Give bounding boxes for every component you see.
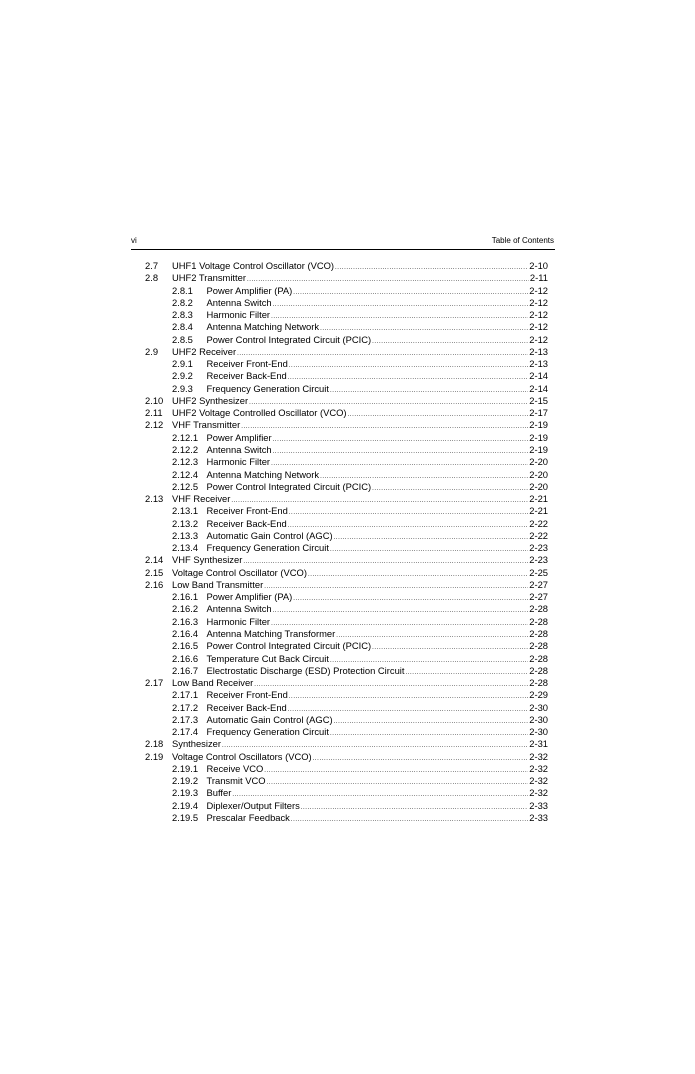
toc-entry-subsection[interactable] xyxy=(145,591,548,603)
toc-entry-title: Voltage Control Oscillators (VCO) xyxy=(172,750,312,762)
toc-entry-page: 2-28 xyxy=(529,603,548,615)
toc-entry-subsection[interactable] xyxy=(145,334,548,346)
toc-entry-page: 2-12 xyxy=(529,333,548,345)
toc-entry-title: UHF2 Receiver xyxy=(172,345,237,357)
toc-entry-number: 2.19.4 xyxy=(172,799,199,811)
toc-entry-number: 2.19 xyxy=(145,750,164,762)
toc-entry-title: UHF2 Voltage Controlled Oscillator (VCO) xyxy=(172,407,347,419)
toc-entry-number: 2.16.6 xyxy=(172,652,199,664)
toc-entry-title: Electrostatic Discharge (ESD) Protection Circuit xyxy=(206,664,405,676)
toc-entry-subsection[interactable] xyxy=(145,689,548,701)
toc-entry-title: Receiver Front-End xyxy=(206,358,288,370)
toc-entry-page: 2-20 xyxy=(529,456,548,468)
toc-entry-number: 2.12.1 xyxy=(172,431,199,443)
toc-entry-page: 2-14 xyxy=(529,370,548,382)
toc-entry-number: 2.12 xyxy=(145,419,164,431)
toc-entry-section[interactable] xyxy=(145,567,548,579)
page-number: vi xyxy=(131,236,137,245)
toc-entry-subsection[interactable] xyxy=(145,542,548,554)
toc-entry-subsection[interactable] xyxy=(145,628,548,640)
toc-entry-page: 2-12 xyxy=(529,284,548,296)
toc-entry-page: 2-19 xyxy=(529,431,548,443)
toc-entry-number: 2.9.3 xyxy=(172,382,193,394)
toc-entry-page: 2-11 xyxy=(529,272,548,284)
toc-entry-page: 2-30 xyxy=(529,713,548,725)
toc-entry-subsection[interactable] xyxy=(145,665,548,677)
toc-entry-page: 2-27 xyxy=(529,578,548,590)
toc-entry-title: Receiver Back-End xyxy=(206,370,287,382)
toc-entry-number: 2.10 xyxy=(145,394,164,406)
toc-entry-title: Temperature Cut Back Circuit xyxy=(206,652,329,664)
toc-entry-subsection[interactable] xyxy=(145,530,548,542)
toc-entry-page: 2-19 xyxy=(529,443,548,455)
toc-entry-title: Receiver Back-End xyxy=(206,701,287,713)
toc-entry-number: 2.17 xyxy=(145,677,164,689)
toc-entry-number: 2.16.1 xyxy=(172,591,199,603)
toc-entry-title: VHF Receiver xyxy=(172,493,231,505)
toc-entry-section[interactable] xyxy=(145,738,548,750)
toc-entry-number: 2.7 xyxy=(145,260,159,271)
toc-entry-title: Frequency Generation Circuit xyxy=(206,542,329,554)
toc-entry-number: 2.19.3 xyxy=(172,787,199,799)
toc-entry-title: Harmonic Filter xyxy=(206,615,271,627)
toc-entry-title: Receiver Back-End xyxy=(206,517,287,529)
toc-entry-number: 2.16.5 xyxy=(172,640,199,652)
toc-entry-page: 2-19 xyxy=(529,419,548,431)
toc-entry-title: Antenna Switch xyxy=(206,296,272,308)
toc-entry-title: Harmonic Filter xyxy=(206,456,271,468)
toc-entry-title: UHF2 Synthesizer xyxy=(172,394,249,406)
toc-entry-title: Prescalar Feedback xyxy=(206,811,290,823)
toc-entry-page: 2-33 xyxy=(529,811,548,823)
toc-entry-title: Synthesizer xyxy=(172,738,221,750)
toc-entry-number: 2.8 xyxy=(145,272,159,284)
toc-entry-title: Power Amplifier (PA) xyxy=(206,284,293,296)
toc-entry-title: UHF1 Voltage Control Oscillator (VCO) xyxy=(172,260,335,271)
toc-entry-title: Automatic Gain Control (AGC) xyxy=(206,713,333,725)
toc-entry-page: 2-27 xyxy=(529,591,548,603)
toc-entry-section[interactable] xyxy=(145,419,548,431)
toc-entry-subsection[interactable] xyxy=(145,481,548,493)
toc-entry-number: 2.13 xyxy=(145,493,164,505)
toc-entry-number: 2.8.4 xyxy=(172,321,193,333)
toc-entry-page: 2-32 xyxy=(529,787,548,799)
toc-entry-title: Antenna Switch xyxy=(206,603,272,615)
toc-entry-section[interactable] xyxy=(145,395,548,407)
toc-entry-page: 2-13 xyxy=(529,358,548,370)
toc-entry-section[interactable] xyxy=(145,346,548,358)
toc-entry-title: Harmonic Filter xyxy=(206,309,271,321)
toc-entry-subsection[interactable] xyxy=(145,358,548,370)
toc-entry-title: Antenna Matching Network xyxy=(206,468,320,480)
toc-entry-subsection[interactable] xyxy=(145,370,548,382)
toc-entry-section[interactable] xyxy=(145,751,548,763)
toc-entry-section[interactable] xyxy=(145,677,548,689)
toc-entry-number: 2.17.3 xyxy=(172,713,199,725)
toc-entry-section[interactable] xyxy=(145,260,548,272)
toc-entry-page: 2-32 xyxy=(529,762,548,774)
toc-entry-page: 2-23 xyxy=(529,542,548,554)
toc-entry-number: 2.14 xyxy=(145,554,164,566)
toc-entry-section[interactable] xyxy=(145,579,548,591)
toc-entry-page: 2-30 xyxy=(529,701,548,713)
toc-entry-page: 2-10 xyxy=(529,260,548,271)
toc-entry-title: Low Band Receiver xyxy=(172,677,254,689)
toc-entry-number: 2.17.4 xyxy=(172,726,199,738)
toc-entry-number: 2.9 xyxy=(145,345,159,357)
toc-entry-number: 2.18 xyxy=(145,738,164,750)
toc-entry-page: 2-31 xyxy=(529,738,548,750)
toc-entry-page: 2-25 xyxy=(529,566,548,578)
header-rule xyxy=(131,249,555,250)
toc-entry-page: 2-21 xyxy=(529,493,548,505)
toc-entry-number: 2.19.1 xyxy=(172,762,199,774)
toc-entry-page: 2-12 xyxy=(529,321,548,333)
toc-entry-number: 2.16.2 xyxy=(172,603,199,615)
toc-entry-number: 2.16.4 xyxy=(172,627,199,639)
toc-entry-number: 2.8.1 xyxy=(172,284,193,296)
toc-entry-title: Receiver Front-End xyxy=(206,689,288,701)
toc-entry-subsection[interactable] xyxy=(145,812,548,824)
toc-entry-subsection[interactable] xyxy=(145,714,548,726)
toc-entry-page: 2-21 xyxy=(529,505,548,517)
toc-entry-title: Low Band Transmitter xyxy=(172,578,264,590)
toc-entry-section[interactable] xyxy=(145,407,548,419)
toc-entry-number: 2.16.7 xyxy=(172,664,199,676)
toc-entry-number: 2.17.2 xyxy=(172,701,199,713)
toc-entry-subsection[interactable] xyxy=(145,603,548,615)
toc-entry-subsection[interactable] xyxy=(145,726,548,738)
toc-entry-title: Receiver Front-End xyxy=(206,505,288,517)
toc-entry-subsection[interactable] xyxy=(145,285,548,297)
toc-entry-title: UHF2 Transmitter xyxy=(172,272,246,284)
toc-entry-page: 2-28 xyxy=(529,627,548,639)
toc-entry-number: 2.17.1 xyxy=(172,689,199,701)
toc-entry-number: 2.16 xyxy=(145,578,164,590)
toc-entry-title: Frequency Generation Circuit xyxy=(206,382,329,394)
toc-entry-subsection[interactable] xyxy=(145,800,548,812)
toc-entry-page: 2-20 xyxy=(529,468,548,480)
toc-entry-title: Antenna Matching Network xyxy=(206,321,320,333)
toc-entry-section[interactable] xyxy=(145,554,548,566)
toc-entry-page: 2-32 xyxy=(529,750,548,762)
toc-entry-subsection[interactable] xyxy=(145,702,548,714)
toc-entry-subsection[interactable] xyxy=(145,432,548,444)
toc-entry-page: 2-28 xyxy=(529,640,548,652)
toc-entry-title: Power Control Integrated Circuit (PCIC) xyxy=(206,640,372,652)
toc-entry-subsection[interactable] xyxy=(145,321,548,333)
toc-entry-page: 2-23 xyxy=(529,554,548,566)
toc-entry-number: 2.8.3 xyxy=(172,309,193,321)
toc-entry-subsection[interactable] xyxy=(145,518,548,530)
toc-entry-subsection[interactable] xyxy=(145,309,548,321)
toc-entry-subsection[interactable] xyxy=(145,469,548,481)
toc-entry-title: VHF Transmitter xyxy=(172,419,241,431)
toc-entry-number: 2.13.4 xyxy=(172,542,199,554)
toc-entry-title: Power Amplifier xyxy=(206,431,272,443)
toc-entry-page: 2-13 xyxy=(529,345,548,357)
toc-entry-title: Antenna Matching Transformer xyxy=(206,627,336,639)
toc-entry-subsection[interactable] xyxy=(145,297,548,309)
toc-entry-page: 2-20 xyxy=(529,480,548,492)
toc-entry-subsection[interactable] xyxy=(145,616,548,628)
toc-entry-title: Automatic Gain Control (AGC) xyxy=(206,529,333,541)
toc-entry-section[interactable] xyxy=(145,272,548,284)
toc-entry-number: 2.13.3 xyxy=(172,529,199,541)
toc-entry-page: 2-28 xyxy=(529,664,548,676)
toc-entry-page: 2-14 xyxy=(529,382,548,394)
toc-entry-title: Antenna Switch xyxy=(206,443,272,455)
toc-entry-title: Power Control Integrated Circuit (PCIC) xyxy=(206,480,372,492)
toc-entry-subsection[interactable] xyxy=(145,640,548,652)
toc-entry-page: 2-15 xyxy=(529,394,548,406)
toc-dot-leader xyxy=(291,814,528,826)
toc-entry-page: 2-17 xyxy=(529,407,548,419)
toc-entry-title: Power Control Integrated Circuit (PCIC) xyxy=(206,333,372,345)
toc-entry-subsection[interactable] xyxy=(145,775,548,787)
toc-entry-number: 2.12.5 xyxy=(172,480,199,492)
toc-entry-page: 2-32 xyxy=(529,775,548,787)
toc-entry-number: 2.9.2 xyxy=(172,370,193,382)
table-of-contents xyxy=(145,260,548,824)
toc-entry-number: 2.9.1 xyxy=(172,358,193,370)
toc-entry-number: 2.19.5 xyxy=(172,811,199,823)
toc-entry-page: 2-29 xyxy=(529,689,548,701)
toc-entry-page: 2-12 xyxy=(529,296,548,308)
toc-entry-number: 2.8.2 xyxy=(172,296,193,308)
toc-entry-subsection[interactable] xyxy=(145,383,548,395)
toc-entry-number: 2.13.2 xyxy=(172,517,199,529)
toc-entry-subsection[interactable] xyxy=(145,456,548,468)
toc-entry-subsection[interactable] xyxy=(145,787,548,799)
toc-entry-subsection[interactable] xyxy=(145,505,548,517)
toc-entry-title: VHF Synthesizer xyxy=(172,554,243,566)
toc-entry-page: 2-30 xyxy=(529,726,548,738)
toc-entry-title: Transmit VCO xyxy=(206,775,266,787)
toc-entry-number: 2.12.4 xyxy=(172,468,199,480)
toc-entry-number: 2.13.1 xyxy=(172,505,199,517)
toc-entry-title: Frequency Generation Circuit xyxy=(206,726,329,738)
toc-entry-subsection[interactable] xyxy=(145,653,548,665)
toc-entry-page: 2-22 xyxy=(529,517,548,529)
toc-entry-subsection[interactable] xyxy=(145,444,548,456)
toc-entry-title: Power Amplifier (PA) xyxy=(206,591,293,603)
toc-entry-number: 2.8.5 xyxy=(172,333,193,345)
toc-entry-title: Voltage Control Oscillator (VCO) xyxy=(172,566,307,578)
toc-entry-page: 2-22 xyxy=(529,529,548,541)
toc-entry-number: 2.15 xyxy=(145,566,164,578)
toc-entry-subsection[interactable] xyxy=(145,763,548,775)
page-header xyxy=(131,236,554,248)
toc-entry-number: 2.11 xyxy=(145,407,163,419)
toc-entry-page: 2-33 xyxy=(529,799,548,811)
toc-entry-page: 2-12 xyxy=(529,309,548,321)
toc-entry-title: Receive VCO xyxy=(206,762,264,774)
toc-entry-title: Buffer xyxy=(206,787,232,799)
toc-entry-section[interactable] xyxy=(145,493,548,505)
toc-entry-number: 2.19.2 xyxy=(172,775,199,787)
toc-entry-page: 2-28 xyxy=(529,677,548,689)
toc-entry-number: 2.16.3 xyxy=(172,615,199,627)
toc-entry-page: 2-28 xyxy=(529,615,548,627)
running-title: Table of Contents xyxy=(491,236,554,245)
toc-entry-number: 2.12.2 xyxy=(172,443,199,455)
toc-entry-title: Diplexer/Output Filters xyxy=(206,799,300,811)
toc-entry-page: 2-28 xyxy=(529,652,548,664)
toc-entry-number: 2.12.3 xyxy=(172,456,199,468)
